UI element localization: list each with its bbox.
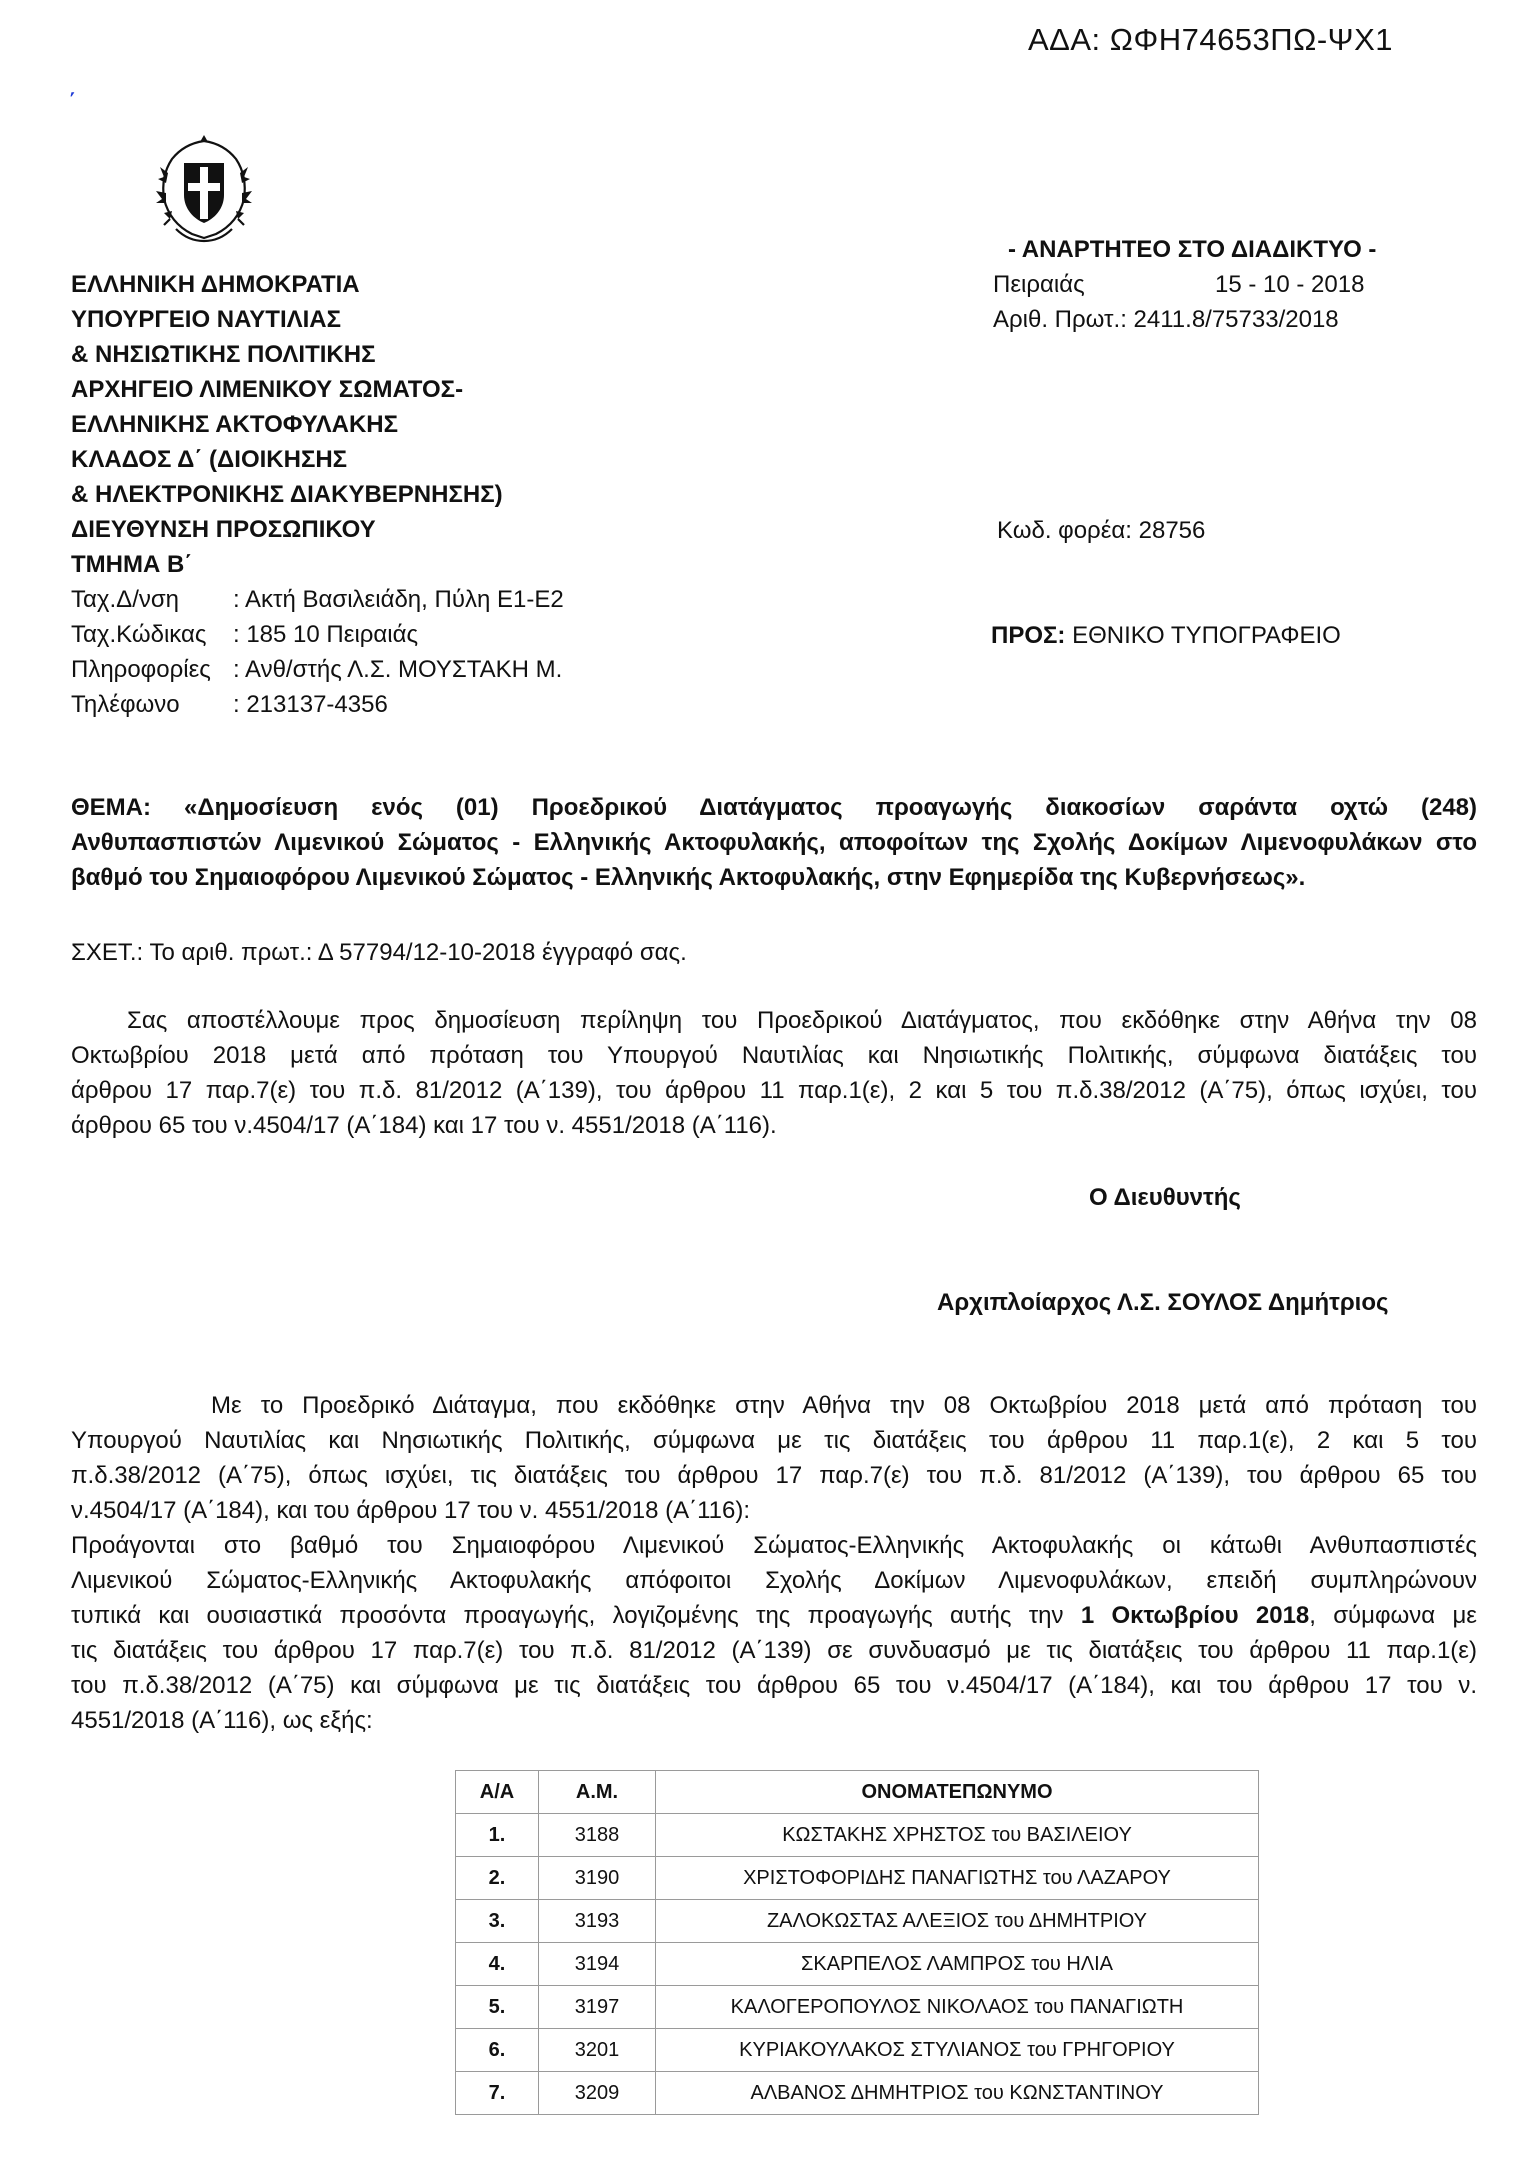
decree-intro: [71, 1388, 1477, 1528]
subject-line: ΘΕΜΑ: «Δημοσίευση ενός (01) Προεδρικού Διατάγματος προαγωγής διακοσίων σαράντα οχτώ (248): [71, 794, 1478, 821]
sender-line: ΤΜΗΜΑ Β΄: [71, 551, 193, 578]
paragraph-line: Λιμενικού Σώματος-Ελληνικής Ακτοφυλακής απόφοιτοι Σχολής Δοκίμων Λιμενοφυλάκων, επειδή συμπληρώνουν: [71, 1567, 1477, 1594]
table-row: [456, 2029, 1259, 2072]
effective-date: 1 Οκτωβρίου 2018: [1080, 1602, 1310, 1629]
row-number: 1.: [456, 1814, 539, 1857]
sender-line: ΑΡΧΗΓΕΙΟ ΛΙΜΕΝΙΚΟΥ ΣΩΜΑΤΟΣ-: [71, 376, 464, 403]
promotions-table: [455, 1770, 1259, 2115]
registry-number: 3188: [539, 1814, 656, 1857]
table-row: [456, 1814, 1259, 1857]
full-name: ΚΑΛΟΓΕΡΟΠΟΥΛΟΣ ΝΙΚΟΛΑΟΣ του ΠΑΝΑΓΙΩΤΗ: [656, 1986, 1259, 2029]
document-date: 15 - 10 - 2018: [1215, 271, 1365, 298]
sender-line: ΚΛΑΔΟΣ Δ΄ (ΔΙΟΙΚΗΣΗΣ: [71, 446, 348, 473]
registry-number: 3209: [539, 2072, 656, 2115]
full-name: ΧΡΙΣΤΟΦΟΡΙΔΗΣ ΠΑΝΑΓΙΩΤΗΣ του ΛΑΖΑΡΟΥ: [656, 1857, 1259, 1900]
registry-number: 3193: [539, 1900, 656, 1943]
table-row: [456, 2072, 1259, 2115]
paragraph-line: Υπουργού Ναυτιλίας και Νησιωτικής Πολιτικής, σύμφωνα με τις διατάξεις του άρθρου 11 παρ.1(ε), 2 και 5 του: [71, 1427, 1477, 1454]
sender-line: & ΝΗΣΙΩΤΙΚΗΣ ΠΟΛΙΤΙΚΗΣ: [71, 341, 376, 368]
ada-code: ΑΔΑ: ΩΦΗ74653ΠΩ-ΨΧ1: [1028, 22, 1393, 57]
contact-label: Ταχ.Δ/νση: [71, 586, 180, 613]
paragraph-line: Οκτωβρίου 2018 μετά από πρόταση του Υπουργού Ναυτιλίας και Νησιωτικής Πολιτικής, σύμφωνα διατάξεις του: [71, 1042, 1477, 1069]
contact-label: Ταχ.Κώδικας: [71, 621, 207, 648]
table-row: [456, 1857, 1259, 1900]
sender-line: & ΗΛΕΚΤΡΟΝΙΚΗΣ ΔΙΑΚΥΒΕΡΝΗΣΗΣ): [71, 481, 503, 508]
paragraph-line: ν.4504/17 (Α΄184), και του άρθρου 17 του ν. 4551/2018 (Α΄116):: [71, 1497, 750, 1524]
table-header-row: [456, 1771, 1259, 1814]
column-header: Α/Α: [456, 1771, 539, 1814]
row-number: 7.: [456, 2072, 539, 2115]
full-name: ΑΛΒΑΝΟΣ ΔΗΜΗΤΡΙΟΣ του ΚΩΝΣΤΑΝΤΙΝΟΥ: [656, 2072, 1259, 2115]
protocol-number: Αριθ. Πρωτ.: 2411.8/75733/2018: [993, 306, 1339, 333]
full-name: ΚΥΡΙΑΚΟΥΛΑΚΟΣ ΣΤΥΛΙΑΝΟΣ του ΓΡΗΓΟΡΙΟΥ: [656, 2029, 1259, 2072]
paragraph-line: Σας αποστέλλουμε προς δημοσίευση περίληψη του Προεδρικού Διατάγματος, που εκδόθηκε στην Αθήνα την 08: [127, 1007, 1477, 1034]
table-row: [456, 1943, 1259, 1986]
sender-line: ΔΙΕΥΘΥΝΣΗ ΠΡΟΣΩΠΙΚΟΥ: [71, 516, 376, 543]
paragraph-line: τυπικά και ουσιαστικά προσόντα προαγωγής, λογιζομένης της προαγωγής αυτής την 1 Οκτωβρίου 2018, σύμφωνα με: [71, 1602, 1477, 1629]
paragraph-line: Με το Προεδρικό Διάταγμα, που εκδόθηκε στην Αθήνα την 08 Οκτωβρίου 2018 μετά από πρόταση του: [211, 1392, 1477, 1419]
subject-line: βαθμό του Σημαιοφόρου Λιμενικού Σώματος - Ελληνικής Ακτοφυλακής, στην Εφημερίδα της Κυβερνήσεως».: [71, 864, 1306, 891]
sender-block: [71, 267, 564, 722]
contact-row: [71, 617, 503, 652]
margin-mark: ΄: [68, 88, 77, 118]
row-number: 3.: [456, 1900, 539, 1943]
registry-number: 3201: [539, 2029, 656, 2072]
row-number: 5.: [456, 1986, 539, 2029]
full-name: ΣΚΑΡΠΕΛΟΣ ΛΑΜΠΡΟΣ του ΗΛΙΑ: [656, 1943, 1259, 1986]
registry-number: 3197: [539, 1986, 656, 2029]
column-header: ΟΝΟΜΑΤΕΠΩΝΥΜΟ: [656, 1771, 1259, 1814]
contact-value: : 213137-4356: [233, 691, 388, 718]
recipient: [991, 618, 1341, 653]
full-name: ΚΩΣΤΑΚΗΣ ΧΡΗΣΤΟΣ του ΒΑΣΙΛΕΙΟΥ: [656, 1814, 1259, 1857]
subject-label: ΘΕΜΑ:: [71, 794, 151, 821]
row-number: 2.: [456, 1857, 539, 1900]
posted-online-notice: - ΑΝΑΡΤΗΤΕΟ ΣΤΟ ΔΙΑΔΙΚΤΥΟ -: [1008, 236, 1377, 263]
subject: [71, 790, 1477, 895]
related-document: ΣΧΕΤ.: Το αριθ. πρωτ.: Δ 57794/12-10-2018 έγγραφό σας.: [71, 939, 687, 966]
recipient-label: ΠΡΟΣ:: [991, 622, 1066, 649]
full-name: ΖΑΛΟΚΩΣΤΑΣ ΑΛΕΞΙΟΣ του ΔΗΜΗΤΡΙΟΥ: [656, 1900, 1259, 1943]
registry-number: 3194: [539, 1943, 656, 1986]
contact-value: : 185 10 Πειραιάς: [233, 621, 419, 648]
paragraph-line: άρθρου 65 του ν.4504/17 (Α΄184) και 17 του ν. 4551/2018 (Α΄116).: [71, 1112, 777, 1139]
sender-line: ΥΠΟΥΡΓΕΙΟ ΝΑΥΤΙΛΙΑΣ: [71, 306, 342, 333]
recipient-value: ΕΘΝΙΚΟ ΤΥΠΟΓΡΑΦΕΙΟ: [1072, 622, 1341, 649]
row-number: 6.: [456, 2029, 539, 2072]
contact-row: [71, 582, 564, 617]
place: Πειραιάς: [993, 271, 1085, 298]
paragraph-line: τις διατάξεις του άρθρου 17 παρ.7(ε) του π.δ. 81/2012 (Α΄139) σε συνδυασμό με τις διατάξεις του άρθρου 11 παρ.1(ε): [71, 1637, 1477, 1664]
contact-value: : Ανθ/στής Λ.Σ. ΜΟΥΣΤΑΚΗ Μ.: [233, 656, 563, 683]
registry-number: 3190: [539, 1857, 656, 1900]
table-row: [456, 1986, 1259, 2029]
paragraph-line: του π.δ.38/2012 (Α΄75) και σύμφωνα με τις διατάξεις του άρθρου 65 του ν.4504/17 (Α΄184), και του άρθρου 17 του ν.: [71, 1672, 1477, 1699]
contact-value: : Ακτή Βασιλειάδη, Πύλη Ε1-Ε2: [233, 586, 564, 613]
contact-label: Τηλέφωνο: [71, 691, 180, 718]
column-header: Α.Μ.: [539, 1771, 656, 1814]
cover-paragraph: [71, 1003, 1477, 1143]
row-number: 4.: [456, 1943, 539, 1986]
coat-of-arms-icon: [150, 133, 258, 245]
contact-label: Πληροφορίες: [71, 656, 211, 683]
signature-name: Αρχιπλοίαρχος Λ.Σ. ΣΟΥΛΟΣ Δημήτριος: [937, 1289, 1389, 1316]
sender-line: ΕΛΛΗΝΙΚΗΣ ΑΚΤΟΦΥΛΑΚΗΣ: [71, 411, 399, 438]
subject-line: Ανθυπασπιστών Λιμενικού Σώματος - Ελληνικής Ακτοφυλακής, αποφοίτων της Σχολής Δοκίμων Λιμενοφυλάκων στο: [71, 829, 1477, 856]
paragraph-line: Προάγονται στο βαθμό του Σημαιοφόρου Λιμενικού Σώματος-Ελληνικής Ακτοφυλακής οι κάτωθι Ανθυπασπιστές: [71, 1532, 1477, 1559]
signature-title: Ο Διευθυντής: [1089, 1184, 1241, 1211]
contact-row: [71, 687, 503, 722]
table-row: [456, 1900, 1259, 1943]
agency-code: Κωδ. φορέα: 28756: [997, 517, 1206, 544]
contact-row: [71, 652, 563, 687]
sender-line: ΕΛΛΗΝΙΚΗ ΔΗΜΟΚΡΑΤΙΑ: [71, 271, 360, 298]
paragraph-line: 4551/2018 (Α΄116), ως εξής:: [71, 1707, 373, 1734]
paragraph-line: άρθρου 17 παρ.7(ε) του π.δ. 81/2012 (Α΄139), του άρθρου 11 παρ.1(ε), 2 και 5 του π.δ.38/2012 (Α΄75), όπως ισχύει, του: [71, 1077, 1477, 1104]
promotion-paragraph: [71, 1528, 1477, 1738]
paragraph-line: π.δ.38/2012 (Α΄75), όπως ισχύει, τις διατάξεις του άρθρου 17 παρ.7(ε) του π.δ. 81/2012 (Α΄139), του άρθρου 65 του: [71, 1462, 1477, 1489]
